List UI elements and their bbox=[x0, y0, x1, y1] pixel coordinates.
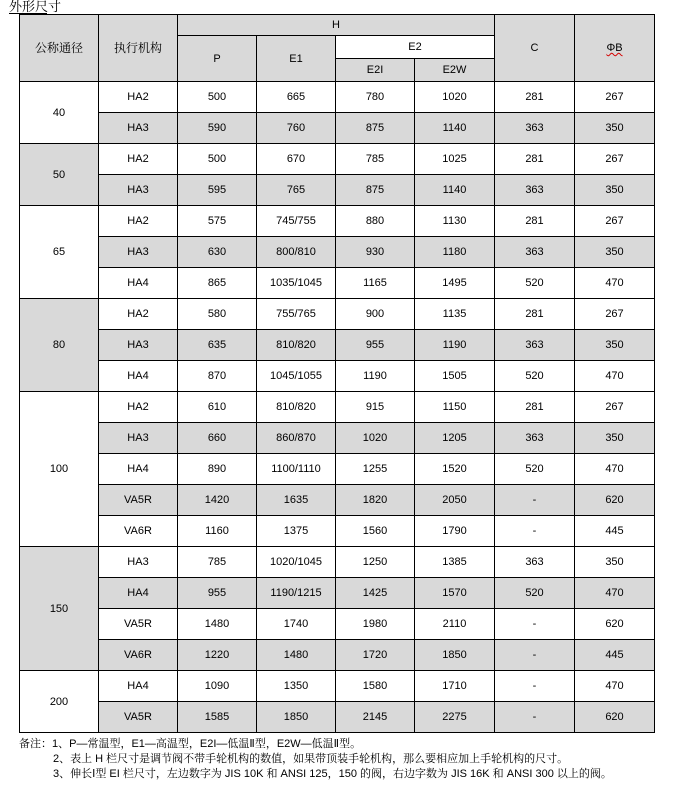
header-e2: E2 bbox=[336, 36, 495, 59]
e1-cell: 745/755 bbox=[257, 206, 336, 237]
phi-b-cell: 267 bbox=[575, 299, 655, 330]
p-cell: 635 bbox=[178, 330, 257, 361]
e2w-cell: 2050 bbox=[415, 485, 495, 516]
e2i-cell: 880 bbox=[336, 206, 415, 237]
phi-b-cell: 620 bbox=[575, 702, 655, 733]
phi-b-cell: 470 bbox=[575, 578, 655, 609]
p-cell: 1160 bbox=[178, 516, 257, 547]
c-cell: 363 bbox=[495, 547, 575, 578]
phi-b-cell: 620 bbox=[575, 485, 655, 516]
p-cell: 500 bbox=[178, 82, 257, 113]
nominal-diameter-cell: 150 bbox=[20, 547, 99, 671]
note-2: 2、表上 H 栏尺寸是调节阀不带手轮机构的数值，如果带顶装手轮机构，那么要相应加上手轮机构的尺寸。 bbox=[53, 753, 569, 765]
e2i-cell: 1425 bbox=[336, 578, 415, 609]
e1-cell: 755/765 bbox=[257, 299, 336, 330]
actuator-cell: VA5R bbox=[99, 609, 178, 640]
c-cell: 520 bbox=[495, 454, 575, 485]
e2i-cell: 955 bbox=[336, 330, 415, 361]
actuator-cell: VA6R bbox=[99, 516, 178, 547]
e2w-cell: 1710 bbox=[415, 671, 495, 702]
e1-cell: 760 bbox=[257, 113, 336, 144]
p-cell: 1585 bbox=[178, 702, 257, 733]
p-cell: 630 bbox=[178, 237, 257, 268]
c-cell: 363 bbox=[495, 113, 575, 144]
actuator-cell: HA4 bbox=[99, 268, 178, 299]
c-cell: - bbox=[495, 640, 575, 671]
header-e2w: E2W bbox=[415, 59, 495, 82]
p-cell: 590 bbox=[178, 113, 257, 144]
table-row bbox=[20, 237, 655, 268]
table-row bbox=[20, 268, 655, 299]
e1-cell: 1740 bbox=[257, 609, 336, 640]
dimensions-table bbox=[19, 14, 655, 733]
e2i-cell: 1580 bbox=[336, 671, 415, 702]
e1-cell: 1190/1215 bbox=[257, 578, 336, 609]
phi-b-cell: 350 bbox=[575, 175, 655, 206]
e2i-cell: 875 bbox=[336, 113, 415, 144]
e2w-cell: 1135 bbox=[415, 299, 495, 330]
e2w-cell: 1140 bbox=[415, 113, 495, 144]
phi-b-cell: 267 bbox=[575, 144, 655, 175]
e2w-cell: 2275 bbox=[415, 702, 495, 733]
table-row bbox=[20, 175, 655, 206]
p-cell: 575 bbox=[178, 206, 257, 237]
e1-cell: 670 bbox=[257, 144, 336, 175]
e2w-cell: 1495 bbox=[415, 268, 495, 299]
table-row bbox=[20, 547, 655, 578]
e2w-cell: 1790 bbox=[415, 516, 495, 547]
e2w-cell: 1190 bbox=[415, 330, 495, 361]
c-cell: 520 bbox=[495, 268, 575, 299]
table-row bbox=[20, 330, 655, 361]
actuator-cell: HA3 bbox=[99, 175, 178, 206]
phi-b-cell: 350 bbox=[575, 237, 655, 268]
e2w-cell: 1130 bbox=[415, 206, 495, 237]
e2i-cell: 780 bbox=[336, 82, 415, 113]
p-cell: 1220 bbox=[178, 640, 257, 671]
table-row bbox=[20, 454, 655, 485]
e2i-cell: 1820 bbox=[336, 485, 415, 516]
c-cell: 281 bbox=[495, 82, 575, 113]
e1-cell: 665 bbox=[257, 82, 336, 113]
c-cell: 281 bbox=[495, 392, 575, 423]
nominal-diameter-cell: 100 bbox=[20, 392, 99, 547]
e1-cell: 1020/1045 bbox=[257, 547, 336, 578]
e1-cell: 1035/1045 bbox=[257, 268, 336, 299]
actuator-cell: VA5R bbox=[99, 702, 178, 733]
e1-cell: 810/820 bbox=[257, 392, 336, 423]
c-cell: - bbox=[495, 609, 575, 640]
actuator-cell: HA3 bbox=[99, 423, 178, 454]
e1-cell: 1375 bbox=[257, 516, 336, 547]
actuator-cell: HA3 bbox=[99, 113, 178, 144]
e2i-cell: 875 bbox=[336, 175, 415, 206]
nominal-diameter-cell: 200 bbox=[20, 671, 99, 733]
e2w-cell: 1205 bbox=[415, 423, 495, 454]
nominal-diameter-cell: 50 bbox=[20, 144, 99, 206]
e1-cell: 765 bbox=[257, 175, 336, 206]
e1-cell: 1350 bbox=[257, 671, 336, 702]
header-phi-b-label: ΦB bbox=[606, 42, 623, 54]
c-cell: 520 bbox=[495, 361, 575, 392]
actuator-cell: VA6R bbox=[99, 640, 178, 671]
phi-b-cell: 445 bbox=[575, 516, 655, 547]
table-row bbox=[20, 392, 655, 423]
e2w-cell: 1150 bbox=[415, 392, 495, 423]
table-row bbox=[20, 144, 655, 175]
header-p: P bbox=[178, 36, 257, 82]
actuator-cell: HA3 bbox=[99, 547, 178, 578]
notes bbox=[19, 737, 612, 782]
header-nominal-diameter: 公称通径 bbox=[20, 15, 99, 82]
e1-cell: 1480 bbox=[257, 640, 336, 671]
e2i-cell: 1560 bbox=[336, 516, 415, 547]
e1-cell: 1635 bbox=[257, 485, 336, 516]
actuator-cell: VA5R bbox=[99, 485, 178, 516]
e2w-cell: 1025 bbox=[415, 144, 495, 175]
c-cell: 363 bbox=[495, 330, 575, 361]
p-cell: 610 bbox=[178, 392, 257, 423]
nominal-diameter-cell: 40 bbox=[20, 82, 99, 144]
phi-b-cell: 350 bbox=[575, 330, 655, 361]
table-row bbox=[20, 113, 655, 144]
phi-b-cell: 267 bbox=[575, 392, 655, 423]
e2w-cell: 1570 bbox=[415, 578, 495, 609]
e2w-cell: 1020 bbox=[415, 82, 495, 113]
phi-b-cell: 470 bbox=[575, 454, 655, 485]
e2w-cell: 2110 bbox=[415, 609, 495, 640]
p-cell: 500 bbox=[178, 144, 257, 175]
table-row bbox=[20, 671, 655, 702]
c-cell: 363 bbox=[495, 175, 575, 206]
p-cell: 1090 bbox=[178, 671, 257, 702]
e2i-cell: 1165 bbox=[336, 268, 415, 299]
header-c: C bbox=[495, 15, 575, 82]
actuator-cell: HA4 bbox=[99, 671, 178, 702]
e2i-cell: 2145 bbox=[336, 702, 415, 733]
phi-b-cell: 350 bbox=[575, 113, 655, 144]
header-e1: E1 bbox=[257, 36, 336, 82]
c-cell: 281 bbox=[495, 299, 575, 330]
e2i-cell: 1250 bbox=[336, 547, 415, 578]
e1-cell: 810/820 bbox=[257, 330, 336, 361]
e2w-cell: 1385 bbox=[415, 547, 495, 578]
c-cell: - bbox=[495, 671, 575, 702]
header-phi-b bbox=[575, 15, 655, 82]
e2i-cell: 1020 bbox=[336, 423, 415, 454]
header-h: H bbox=[178, 15, 495, 36]
e2i-cell: 915 bbox=[336, 392, 415, 423]
p-cell: 1420 bbox=[178, 485, 257, 516]
actuator-cell: HA3 bbox=[99, 237, 178, 268]
c-cell: - bbox=[495, 702, 575, 733]
e2w-cell: 1520 bbox=[415, 454, 495, 485]
table-row bbox=[20, 609, 655, 640]
e2i-cell: 1255 bbox=[336, 454, 415, 485]
header-e2i: E2I bbox=[336, 59, 415, 82]
e2w-cell: 1180 bbox=[415, 237, 495, 268]
phi-b-cell: 620 bbox=[575, 609, 655, 640]
table-row bbox=[20, 640, 655, 671]
nominal-diameter-cell: 80 bbox=[20, 299, 99, 392]
actuator-cell: HA2 bbox=[99, 144, 178, 175]
actuator-cell: HA3 bbox=[99, 330, 178, 361]
e2i-cell: 900 bbox=[336, 299, 415, 330]
phi-b-cell: 445 bbox=[575, 640, 655, 671]
note-3: 3、伸长Ⅰ型 EI 栏尺寸，左边数字为 JIS 10K 和 ANSI 125，150 的阀，右边字数为 JIS 16K 和 ANSI 300 以上的阀。 bbox=[53, 768, 612, 780]
table-row bbox=[20, 423, 655, 454]
c-cell: 520 bbox=[495, 578, 575, 609]
header-actuator: 执行机构 bbox=[99, 15, 178, 82]
table-row bbox=[20, 702, 655, 733]
e2w-cell: 1505 bbox=[415, 361, 495, 392]
actuator-cell: HA2 bbox=[99, 206, 178, 237]
e1-cell: 1045/1055 bbox=[257, 361, 336, 392]
p-cell: 1480 bbox=[178, 609, 257, 640]
note-1: 备注：1、P—常温型，E1—高温型，E2I—低温Ⅱ型，E2W—低温Ⅱ型。 bbox=[19, 738, 362, 750]
p-cell: 595 bbox=[178, 175, 257, 206]
table-row bbox=[20, 299, 655, 330]
p-cell: 785 bbox=[178, 547, 257, 578]
e2i-cell: 785 bbox=[336, 144, 415, 175]
e1-cell: 800/810 bbox=[257, 237, 336, 268]
c-cell: 281 bbox=[495, 206, 575, 237]
c-cell: - bbox=[495, 485, 575, 516]
e2i-cell: 1190 bbox=[336, 361, 415, 392]
e2w-cell: 1850 bbox=[415, 640, 495, 671]
table-row bbox=[20, 206, 655, 237]
table-row bbox=[20, 82, 655, 113]
phi-b-cell: 267 bbox=[575, 82, 655, 113]
e2w-cell: 1140 bbox=[415, 175, 495, 206]
phi-b-cell: 470 bbox=[575, 671, 655, 702]
phi-b-cell: 350 bbox=[575, 547, 655, 578]
e1-cell: 1850 bbox=[257, 702, 336, 733]
phi-b-cell: 350 bbox=[575, 423, 655, 454]
e1-cell: 1100/1110 bbox=[257, 454, 336, 485]
c-cell: - bbox=[495, 516, 575, 547]
c-cell: 281 bbox=[495, 144, 575, 175]
nominal-diameter-cell: 65 bbox=[20, 206, 99, 299]
actuator-cell: HA2 bbox=[99, 392, 178, 423]
table-row bbox=[20, 516, 655, 547]
actuator-cell: HA4 bbox=[99, 578, 178, 609]
p-cell: 870 bbox=[178, 361, 257, 392]
actuator-cell: HA2 bbox=[99, 82, 178, 113]
e1-cell: 860/870 bbox=[257, 423, 336, 454]
table-row bbox=[20, 361, 655, 392]
p-cell: 955 bbox=[178, 578, 257, 609]
actuator-cell: HA4 bbox=[99, 361, 178, 392]
c-cell: 363 bbox=[495, 423, 575, 454]
p-cell: 865 bbox=[178, 268, 257, 299]
phi-b-cell: 470 bbox=[575, 268, 655, 299]
e2i-cell: 930 bbox=[336, 237, 415, 268]
c-cell: 363 bbox=[495, 237, 575, 268]
page-title: 外形尺寸 bbox=[9, 0, 62, 14]
p-cell: 890 bbox=[178, 454, 257, 485]
table-row bbox=[20, 578, 655, 609]
phi-b-cell: 267 bbox=[575, 206, 655, 237]
actuator-cell: HA4 bbox=[99, 454, 178, 485]
table-row bbox=[20, 485, 655, 516]
phi-b-cell: 470 bbox=[575, 361, 655, 392]
actuator-cell: HA2 bbox=[99, 299, 178, 330]
p-cell: 660 bbox=[178, 423, 257, 454]
e2i-cell: 1720 bbox=[336, 640, 415, 671]
p-cell: 580 bbox=[178, 299, 257, 330]
e2i-cell: 1980 bbox=[336, 609, 415, 640]
